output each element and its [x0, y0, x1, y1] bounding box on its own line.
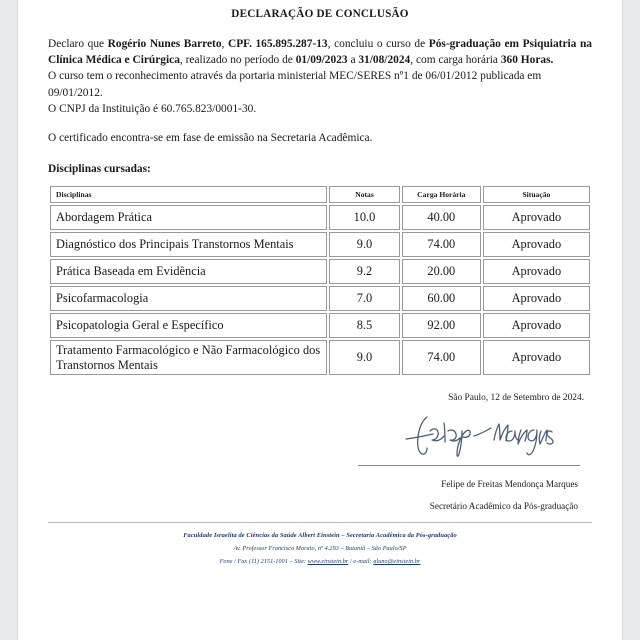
cell-nota: 9.0: [329, 232, 400, 257]
table-row: [50, 340, 590, 375]
student-name: Rogério Nunes Barreto: [107, 38, 222, 50]
declaration-text-4: , realizado no período de: [179, 54, 296, 67]
declaration-text-5: a: [347, 54, 359, 67]
cell-nota: 9.0: [329, 340, 400, 375]
cell-carga: 74.00: [402, 340, 481, 375]
cell-situacao: Aprovado: [483, 340, 590, 375]
table-row: [50, 232, 590, 257]
column-header-situacao: Situação: [483, 186, 590, 203]
cell-disciplina: Psicofarmacologia: [50, 286, 327, 311]
footer-email-link[interactable]: aluno@einstein.br: [373, 559, 421, 565]
document-page: [18, 0, 622, 640]
cell-situacao: Aprovado: [483, 286, 590, 311]
spacer-after-intro: [48, 117, 592, 130]
cell-situacao: Aprovado: [483, 259, 590, 284]
footer-institution: Faculdade Israelita de Ciências da Saúde Albert Einstein – Secretaria Acadêmica da Pós-graduação: [183, 532, 457, 539]
declaration-text-1: Declaro que: [48, 38, 108, 50]
cell-nota: 8.5: [329, 313, 400, 338]
cell-nota: 9.2: [329, 259, 400, 284]
disciplines-heading: Disciplinas cursadas:: [48, 163, 151, 176]
signature-city-date: São Paulo, 12 de Setembro de 2024.: [448, 392, 584, 403]
declaration-text-3: , concluiu o curso de: [327, 38, 429, 50]
handwritten-signature-icon: [400, 409, 570, 461]
declaration-body: [48, 36, 592, 117]
page-footer: [48, 522, 592, 572]
footer-contact-middle: / e-mail:: [348, 559, 374, 565]
cell-carga: 74.00: [402, 232, 481, 257]
table-row: [50, 205, 590, 230]
signature-block: [48, 393, 592, 511]
column-header-carga-horaria: Carga Horária: [402, 186, 481, 203]
cell-carga: 60.00: [402, 286, 481, 311]
page-title: DECLARAÇÃO DE CONCLUSÃO: [231, 8, 409, 20]
footer-contact: [48, 559, 592, 565]
cell-disciplina: Psicopatologia Geral e Específico: [50, 313, 327, 338]
student-cpf: CPF. 165.895.287-13: [227, 38, 328, 50]
certificate-status-line: O certificado encontra-se em fase de emissão na Secretaria Acadêmica.: [48, 131, 373, 144]
footer-divider: [48, 522, 592, 523]
table-row: [50, 313, 590, 338]
signatory-name: Felipe de Freitas Mendonça Marques: [441, 478, 578, 489]
course-name: Pós-graduação em Psiquiatria na Clínica Médica e Cirúrgica: [48, 38, 592, 67]
table-body: [50, 205, 590, 375]
declaration-text-2: ,: [221, 38, 228, 50]
course-start-date: 01/09/2023: [295, 54, 348, 67]
column-header-disciplinas: Disciplinas: [50, 186, 327, 203]
cell-nota: 10.0: [329, 205, 400, 230]
table-header: [50, 186, 590, 203]
footer-contact-prefix: Fone / Fax (11) 2151-1001 – Site:: [219, 559, 308, 565]
cell-carga: 40.00: [402, 205, 481, 230]
declaration-text-6: , com carga horária: [410, 54, 501, 67]
cell-carga: 20.00: [402, 259, 481, 284]
cell-nota: 7.0: [329, 286, 400, 311]
cell-situacao: Aprovado: [483, 313, 590, 338]
cell-disciplina: Prática Baseada em Evidência: [50, 259, 327, 284]
cell-situacao: Aprovado: [483, 205, 590, 230]
declaration-paragraph-main: [48, 36, 592, 68]
table-row: [50, 286, 590, 311]
table-row: [50, 259, 590, 284]
cell-disciplina: Tratamento Farmacológico e Não Farmacológico dos Transtornos Mentais: [50, 340, 327, 375]
cell-disciplina: Abordagem Prática: [50, 205, 327, 230]
course-total-hours: 360 Horas.: [500, 54, 554, 67]
cnpj-line: O CNPJ da Instituição é 60.765.823/0001-30.: [48, 102, 257, 115]
disciplines-table: [48, 184, 592, 377]
course-end-date: 31/08/2024: [358, 54, 411, 67]
footer-site-link[interactable]: www.einstein.br: [307, 559, 349, 565]
footer-address: Av. Professor Francisco Morato, nº 4.293 – Butantã – São Paulo/SP: [233, 546, 407, 552]
signature-image-wrap: [48, 403, 592, 465]
spacer-before-disciplines: [48, 146, 592, 163]
cell-carga: 92.00: [402, 313, 481, 338]
recognition-line: O curso tem o reconhecimento através da portaria ministerial MEC/SERES nº1 de 06/01/2012 publicada em 09/01/2012.: [48, 70, 542, 99]
signature-line: [358, 465, 580, 466]
cell-disciplina: Diagnóstico dos Principais Transtornos Mentais: [50, 232, 327, 257]
table-header-row: [50, 186, 590, 203]
signatory-role: Secretário Acadêmico da Pós-graduação: [429, 500, 578, 511]
column-header-notas: Notas: [329, 186, 400, 203]
cell-situacao: Aprovado: [483, 232, 590, 257]
